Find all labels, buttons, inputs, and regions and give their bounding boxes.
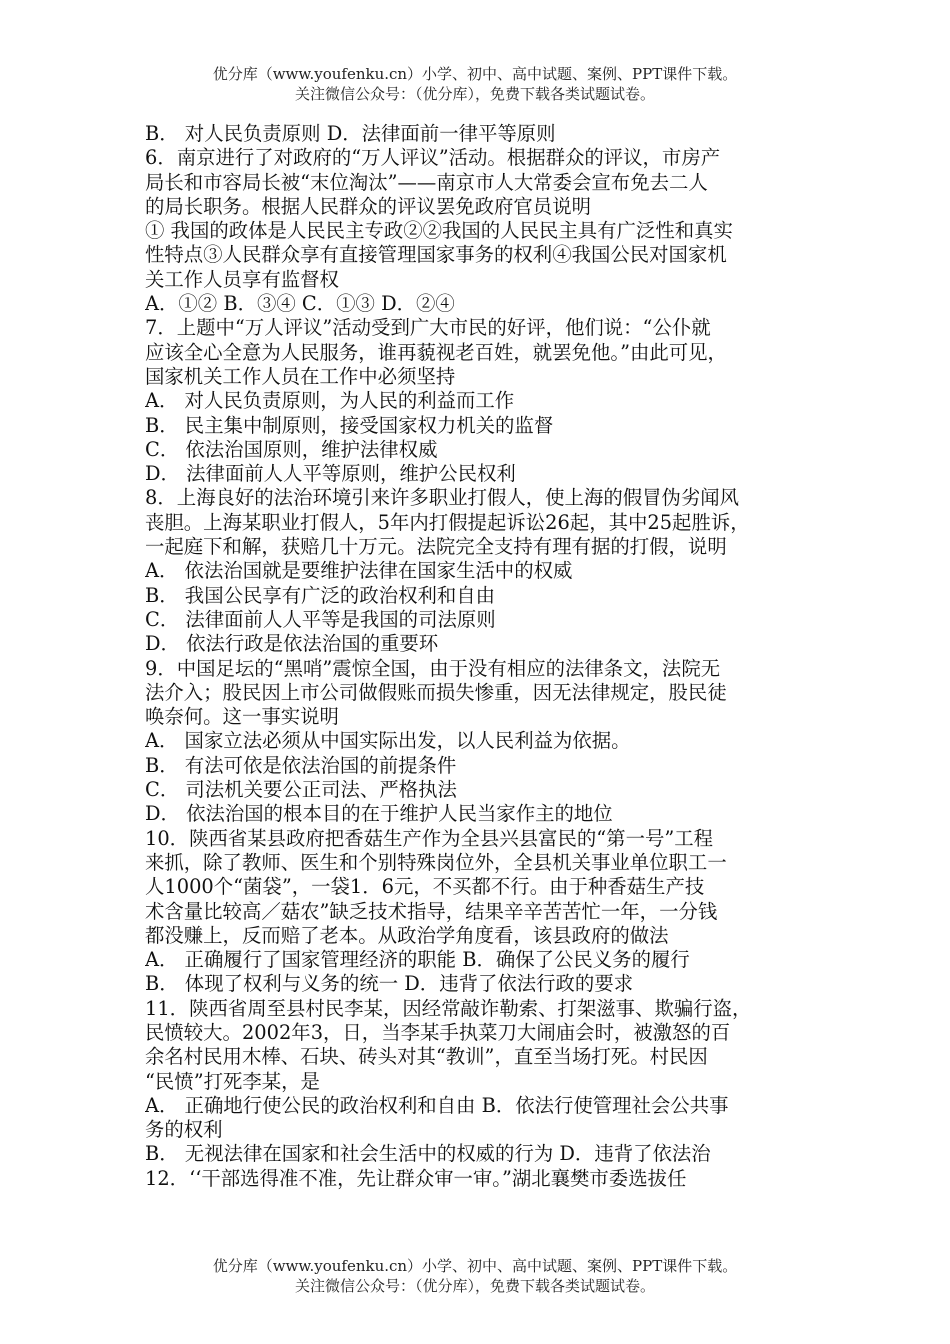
text-line: 法介入；股民因上市公司做假账而损失惨重，因无法律规定，股民徒 <box>145 680 727 704</box>
text-line: 局长和市容局长被“末位淘汰”——南京市人大常委会宣布免去二人 <box>145 170 708 194</box>
header-line-1: 优分库（www.youfenku.cn）小学、初中、高中试题、案例、PPT课件下载。 <box>212 65 738 83</box>
text-line: C． 法律面前人人平等是我国的司法原则 <box>145 607 496 631</box>
text-line: C． 依法治国原则，维护法律权威 <box>145 437 438 461</box>
text-line: 12．‘‘干部选得准不准，先让群众审一审。”湖北襄樊市委选拔任 <box>145 1166 687 1190</box>
text-line: D． 依法行政是依法治国的重要环 <box>145 632 439 656</box>
text-line: 人1000个“菌袋”，一袋1．6元，不买都不行。由于种香菇生产技 <box>145 875 705 899</box>
text-line: B． 我国公民享有广泛的政治权利和自由 <box>145 583 496 607</box>
text-line: 7．上题中“万人评议”活动受到广大市民的好评，他们说：“公仆就 <box>145 316 711 340</box>
text-line: 都没赚上，反而赔了老本。从政治学角度看，该县政府的做法 <box>145 923 669 947</box>
text-line: B． 有法可依是依法治国的前提条件 <box>145 753 457 777</box>
text-line: 的局长职务。根据人民群众的评议罢免政府官员说明 <box>145 194 591 218</box>
text-line: 9．中国足坛的“黑哨”震惊全国，由于没有相应的法律条文，法院无 <box>145 656 721 680</box>
text-line: 11．陕西省周至县村民李某，因经常敲诈勒索、打架滋事、欺骗行盗， <box>145 996 752 1020</box>
text-line: 10．陕西省某县政府把香菇生产作为全县兴县富民的“第一号”工程 <box>145 826 714 850</box>
text-line: 务的权利 <box>145 1118 223 1142</box>
text-line: 性特点③人民群众享有直接管理国家事务的权利④我国公民对国家机 <box>145 243 727 267</box>
page-footer <box>0 1256 950 1296</box>
header-line-2: 关注微信公众号：（优分库），免费下载各类试题试卷。 <box>294 85 655 103</box>
document-body <box>145 122 810 1191</box>
text-line: A． 对人民负责原则，为人民的利益而工作 <box>145 389 515 413</box>
text-line: 应该全心全意为人民服务，谁再藐视老百姓，就罢免他。”由此可见， <box>145 340 727 364</box>
text-line: D． 法律面前人人平等原则，维护公民权利 <box>145 462 516 486</box>
text-line: 术含量比较高／菇农”缺乏技术指导，结果辛辛苦苦忙一年，一分钱 <box>145 899 718 923</box>
text-line: 民愤较大。2002年3，日，当李某手执菜刀大闹庙会时，被激怒的百 <box>145 1020 731 1044</box>
text-line: A． 正确地行使公民的政治权利和自由 B．依法行使管理社会公共事 <box>145 1093 729 1117</box>
text-line: ① 我国的政体是人民民主专政②②我国的人民民主具有广泛性和真实 <box>145 219 733 243</box>
text-line: A．①② B．③④ C．①③ D．②④ <box>145 292 455 316</box>
text-line: D． 依法治国的根本目的在于维护人民当家作主的地位 <box>145 802 613 826</box>
text-line: A． 国家立法必须从中国实际出发，以人民利益为依据。 <box>145 729 631 753</box>
text-line: C． 司法机关要公正司法、严格执法 <box>145 778 457 802</box>
text-line: A． 正确履行了国家管理经济的职能 B．确保了公民义务的履行 <box>145 948 690 972</box>
footer-line-2: 关注微信公众号：（优分库），免费下载各类试题试卷。 <box>294 1277 655 1295</box>
text-line: A． 依法治国就是要维护法律在国家生活中的权威 <box>145 559 573 583</box>
footer-line-1: 优分库（www.youfenku.cn）小学、初中、高中试题、案例、PPT课件下载。 <box>212 1257 738 1275</box>
text-line: 8．上海良好的法治环境引来许多职业打假人，使上海的假冒伪劣闻风 <box>145 486 740 510</box>
text-line: “民愤”打死李某，是 <box>145 1069 320 1093</box>
page-header <box>0 64 950 104</box>
text-line: 国家机关工作人员在工作中必须坚持 <box>145 364 456 388</box>
text-line: 6．南京进行了对政府的“万人评议”活动。根据群众的评议，市房产 <box>145 146 721 170</box>
text-line: B． 无视法律在国家和社会生活中的权威的行为 D．违背了依法治 <box>145 1142 711 1166</box>
text-line: 一起庭下和解，获赔几十万元。法院完全支持有理有据的打假，说明 <box>145 535 727 559</box>
text-line: 丧胆。上海某职业打假人，5年内打假提起诉讼26起，其中25起胜诉， <box>145 510 750 534</box>
text-line: 唤奈何。这一事实说明 <box>145 705 339 729</box>
text-line: B． 体现了权利与义务的统一 D．违背了依法行政的要求 <box>145 972 634 996</box>
text-line: 余名村民用木棒、石块、砖头对其“教训”，直至当场打死。村民因 <box>145 1045 708 1069</box>
text-line: B． 对人民负责原则 D．法律面前一律平等原则 <box>145 122 556 145</box>
text-line: B． 民主集中制原则，接受国家权力机关的监督 <box>145 413 554 437</box>
text-line: 来抓，除了教师、医生和个别特殊岗位外，全县机关事业单位职工一 <box>145 850 727 874</box>
text-line: 关工作人员享有监督权 <box>145 267 339 291</box>
